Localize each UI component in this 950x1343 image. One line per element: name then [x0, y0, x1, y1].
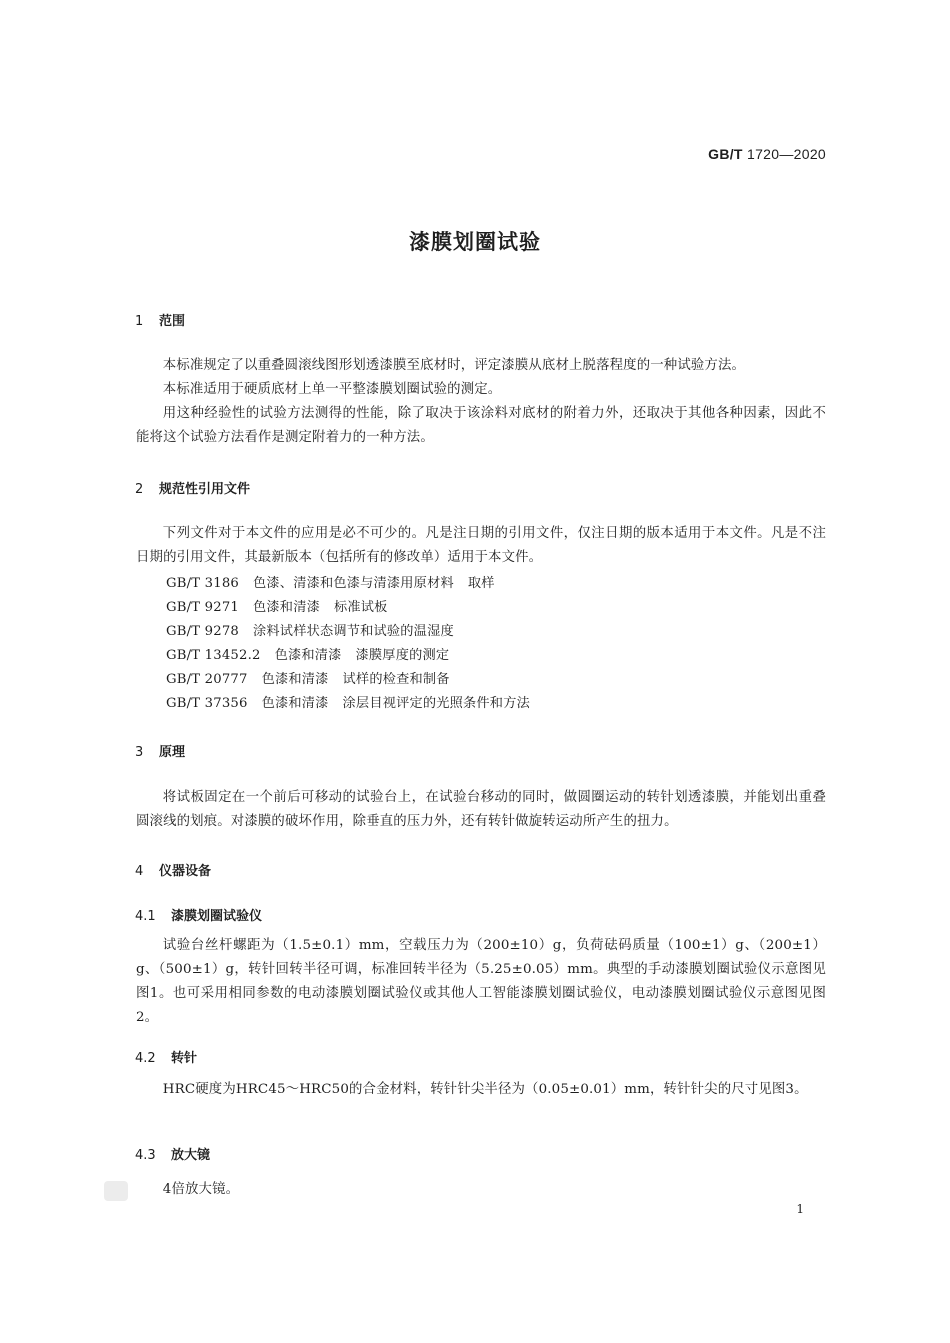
- reference-item: GB/T 20777 色漆和清漆 试样的检查和制备: [166, 672, 450, 687]
- subsection-number: 4.3: [135, 1148, 156, 1163]
- section-title: 规范性引用文件: [159, 482, 251, 497]
- reference-item: GB/T 37356 色漆和清漆 涂层目视评定的光照条件和方法: [166, 696, 530, 711]
- subsection-title: 转针: [171, 1051, 198, 1066]
- section-title: 原理: [159, 745, 186, 760]
- paragraph: HRC硬度为HRC45～HRC50的合金材料，转针针尖半径为（0.05±0.01）mm，转针针尖的尺寸见图3。: [162, 1082, 808, 1097]
- reference-item: GB/T 3186 色漆、清漆和色漆与清漆用原材料 取样: [166, 576, 495, 591]
- subsection-number: 4.2: [135, 1051, 156, 1066]
- section-heading-scope: [135, 310, 185, 329]
- section-number: 4: [135, 864, 144, 879]
- paragraph: 本标准规定了以重叠圆滚线图形划透漆膜至底材时，评定漆膜从底材上脱落程度的一种试验方法。: [162, 358, 746, 373]
- paragraph: 本标准适用于硬质底材上单一平整漆膜划圈试验的测定。: [162, 382, 502, 397]
- paragraph: 下列文件对于本文件的应用是必不可少的。凡是注日期的引用文件，仅注日期的版本适用于本文件。凡是不注日期的引用文件，其最新版本（包括所有的修改单）适用于本文件。: [136, 526, 826, 565]
- section-heading-apparatus: [135, 860, 211, 879]
- paragraph: 4倍放大镜。: [162, 1182, 240, 1197]
- section-number: 2: [135, 482, 144, 497]
- subsection-heading-needle: [135, 1047, 197, 1066]
- standard-number-header: [708, 146, 826, 162]
- subsection-heading-magnifier: [135, 1144, 210, 1163]
- paragraph: 将试板固定在一个前后可移动的试验台上，在试验台移动的同时，做圆圈运动的转针划透漆膜，并能划出重叠圆滚线的划痕。对漆膜的破坏作用，除垂直的压力外，还有转针做旋转运动所产生的扭力。: [136, 790, 826, 829]
- standard-year-number: 1720—2020: [747, 146, 826, 162]
- standard-code: GB/T: [708, 146, 743, 162]
- section-title: 仪器设备: [159, 864, 212, 879]
- section-number: 1: [135, 314, 144, 329]
- subsection-number: 4.1: [135, 909, 156, 924]
- reference-item: GB/T 9278 涂料试样状态调节和试验的温湿度: [166, 624, 454, 639]
- subsection-heading-tester: [135, 905, 262, 924]
- reference-item: GB/T 13452.2 色漆和清漆 漆膜厚度的测定: [166, 648, 450, 663]
- paragraph: 用这种经验性的试验方法测得的性能，除了取决于该涂料对底材的附着力外，还取决于其他各种因素，因此不能将这个试验方法看作是测定附着力的一种方法。: [136, 406, 826, 445]
- section-number: 3: [135, 745, 144, 760]
- scan-smudge: [104, 1181, 128, 1201]
- subsection-title: 放大镜: [171, 1148, 211, 1163]
- section-heading-principle: [135, 741, 185, 760]
- reference-item: GB/T 9271 色漆和清漆 标准试板: [166, 600, 388, 615]
- paragraph: 试验台丝杆螺距为（1.5±0.1）mm，空载压力为（200±10）g，负荷砝码质量（100±1）g、（200±1）g、（500±1）g，转针回转半径可调，标准回转半径为（5.25±0.05）mm。典型的手动漆膜划圈试验仪示意图见图1。也可采用相同参数的电动漆膜划圈试验仪或其他人工智能漆膜划圈试验仪，电动漆膜划圈试验仪示意图见图2。: [136, 938, 826, 1025]
- document-title: 漆膜划圈试验: [409, 230, 541, 254]
- subsection-title: 漆膜划圈试验仪: [171, 909, 263, 924]
- page-number: 1: [796, 1202, 804, 1216]
- section-heading-normative-references: [135, 478, 250, 497]
- section-title: 范围: [159, 314, 186, 329]
